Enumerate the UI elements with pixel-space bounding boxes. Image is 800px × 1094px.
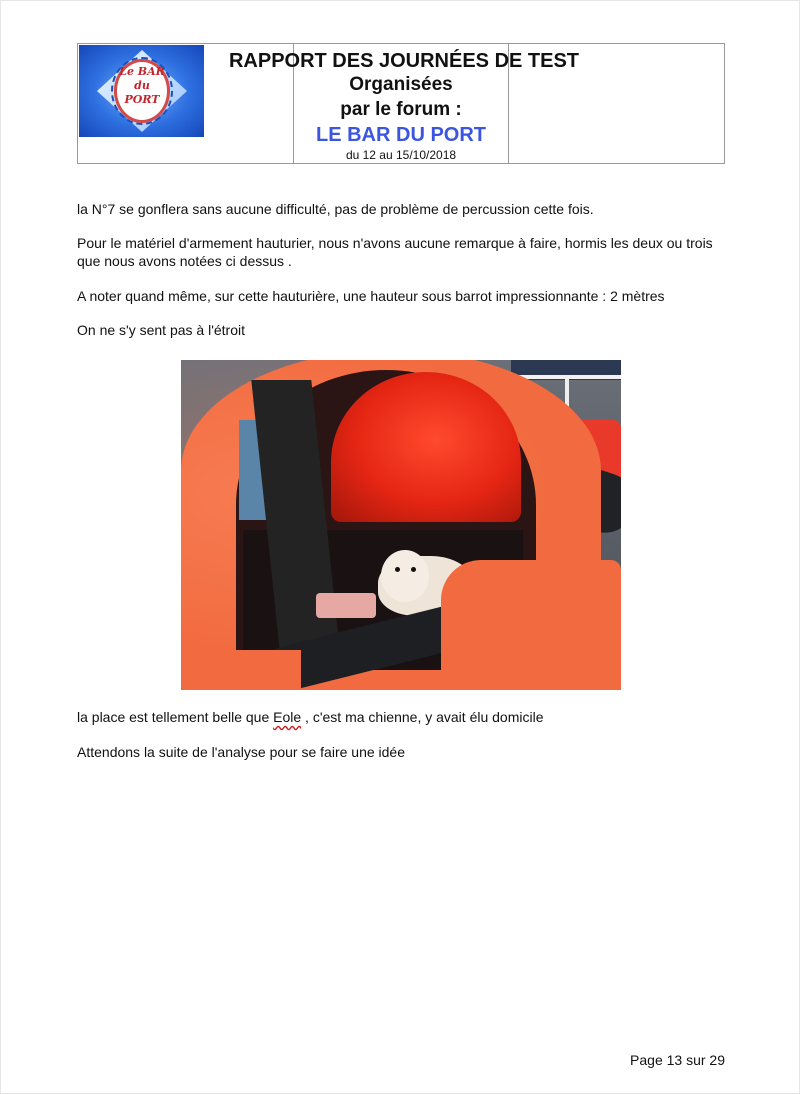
forum-logo <box>79 45 204 137</box>
photo-equipment-bag <box>316 593 376 618</box>
report-subtitle-organised: Organisées <box>349 74 453 95</box>
paragraph-inflation: la N°7 se gonflera sans aucune difficulté, pas de problème de percussion cette fois. <box>77 201 594 217</box>
paragraph-headroom: A noter quand même, sur cette hauturière, une hauteur sous barrot impressionnante : 2 mètres <box>77 288 665 304</box>
logo-text: Le BAR du PORT <box>119 65 165 106</box>
paragraph-dog-start: la place est tellement belle que <box>77 709 274 725</box>
page-number: Page 13 sur 29 <box>630 1052 725 1068</box>
photo-canopy-bottom-left <box>181 650 301 690</box>
photo-dog-eye <box>395 567 400 572</box>
report-title: RAPPORT DES JOURNÉES DE TEST <box>228 50 580 72</box>
paragraph-space: On ne s'y sent pas à l'étroit <box>77 322 245 338</box>
header-table <box>77 43 725 164</box>
report-dates: du 12 au 15/10/2018 <box>345 148 457 162</box>
paragraph-dog <box>77 708 737 726</box>
report-subtitle-by-forum: par le forum : <box>340 99 462 120</box>
paragraph-conclusion: Attendons la suite de l'analyse pour se faire une idée <box>77 744 406 760</box>
photo-dog-eye <box>411 567 416 572</box>
forum-name: LE BAR DU PORT <box>316 124 486 146</box>
liferaft-photo <box>181 360 621 690</box>
paragraph-equipment: Pour le matériel d'armement hauturier, nous n'avons aucune remarque à faire, hormis les deux ou trois que nous avons notées ci dessus . <box>77 235 713 269</box>
dog-name-misspelled: Eole <box>273 709 302 725</box>
photo-dog-head <box>381 550 429 602</box>
paragraph-dog-end: , c'est ma chienne, y avait élu domicile <box>301 709 544 725</box>
photo-canopy-front <box>441 560 621 690</box>
